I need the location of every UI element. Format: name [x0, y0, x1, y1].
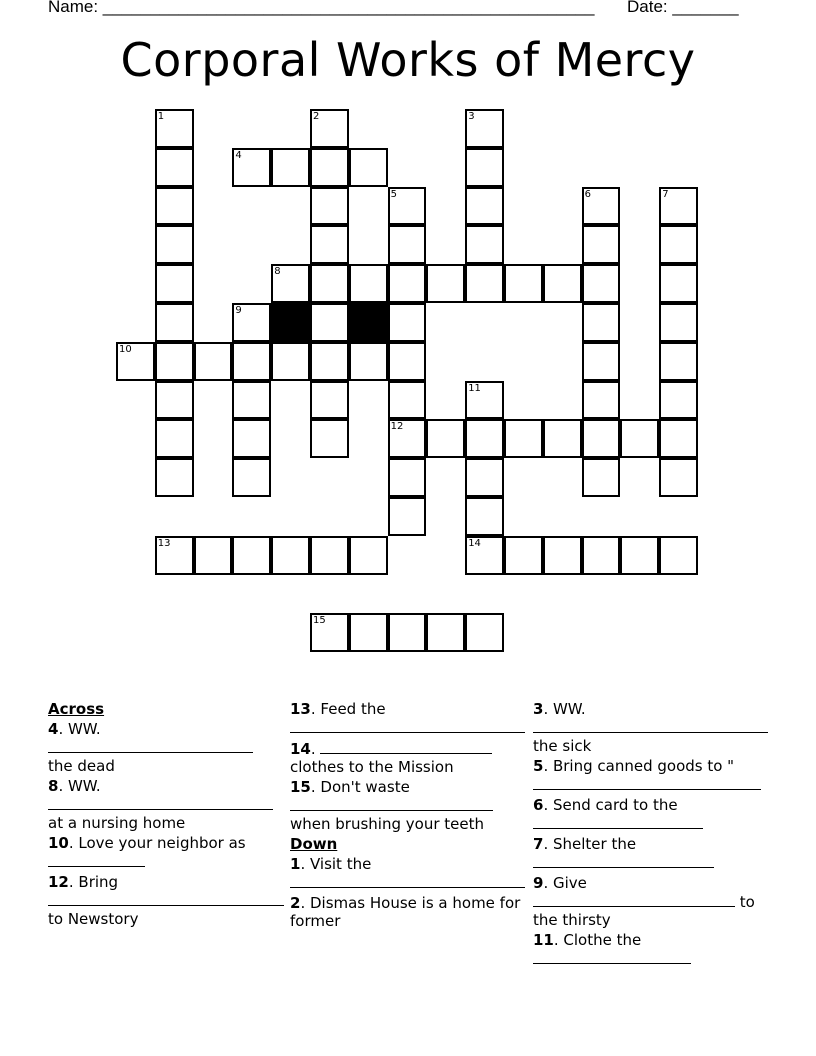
grid-cell[interactable]	[465, 381, 504, 420]
grid-cell[interactable]	[465, 458, 504, 497]
clue-down-7: 7. Shelter the	[533, 835, 773, 872]
grid-cell[interactable]	[388, 381, 427, 420]
clue-column-3	[533, 700, 773, 970]
clue-across-10: 10. Love your neighbor as	[48, 834, 283, 871]
grid-cell[interactable]	[310, 303, 349, 342]
grid-cell[interactable]	[659, 381, 698, 420]
clue-down-1: 1. Visit the	[290, 855, 528, 892]
answer-blank	[533, 775, 761, 790]
black-cell	[349, 303, 388, 342]
date-field-label: Date: _______	[627, 0, 739, 16]
grid-cell[interactable]	[232, 381, 271, 420]
grid-cell[interactable]	[465, 264, 504, 303]
clue-down-5: 5. Bring canned goods to "	[533, 757, 773, 794]
answer-blank	[533, 949, 691, 964]
across-heading: Across	[48, 700, 105, 718]
grid-cell[interactable]	[310, 419, 349, 458]
grid-cell[interactable]	[659, 264, 698, 303]
page-title: Corporal Works of Mercy	[120, 33, 696, 87]
grid-cell[interactable]	[465, 187, 504, 226]
grid-cell[interactable]	[194, 342, 233, 381]
grid-cell[interactable]	[155, 225, 194, 264]
answer-blank	[290, 873, 525, 888]
grid-cell[interactable]	[465, 613, 504, 652]
clue-across-12: 12. Bring to Newstory	[48, 873, 283, 928]
clue-across-8: 8. WW. at a nursing home	[48, 777, 283, 832]
grid-cell[interactable]	[388, 187, 427, 226]
grid-cell[interactable]	[349, 264, 388, 303]
grid-cell[interactable]	[310, 264, 349, 303]
grid-cell[interactable]	[465, 148, 504, 187]
grid-cell[interactable]	[155, 264, 194, 303]
grid-cell[interactable]	[232, 342, 271, 381]
grid-cell[interactable]	[310, 342, 349, 381]
grid-cell[interactable]	[465, 497, 504, 536]
grid-cell[interactable]	[388, 264, 427, 303]
grid-cell[interactable]	[155, 458, 194, 497]
clue-down-11: 11. Clothe the	[533, 931, 773, 968]
grid-cell[interactable]	[426, 613, 465, 652]
clue-down-3: 3. WW. the sick	[533, 700, 773, 755]
answer-blank	[533, 718, 768, 733]
grid-cell[interactable]	[116, 342, 155, 381]
clue-down-9: 9. Give to the thirsty	[533, 874, 755, 929]
answer-blank	[320, 739, 492, 754]
clue-number: 3	[468, 111, 475, 122]
grid-cell[interactable]	[310, 536, 349, 575]
grid-cell[interactable]	[310, 109, 349, 148]
clue-number: 1	[157, 111, 165, 122]
grid-cell[interactable]	[232, 303, 271, 342]
grid-cell[interactable]	[543, 264, 582, 303]
grid-cell[interactable]	[388, 303, 427, 342]
grid-cell[interactable]	[659, 419, 698, 458]
grid-cell[interactable]	[349, 613, 388, 652]
grid-cell[interactable]	[582, 536, 621, 575]
clue-column-2	[290, 700, 528, 932]
grid-cell[interactable]	[349, 148, 388, 187]
grid-cell[interactable]	[504, 419, 543, 458]
grid-cell[interactable]	[232, 536, 271, 575]
grid-cell[interactable]	[582, 264, 621, 303]
grid-cell[interactable]	[155, 109, 194, 148]
grid-cell[interactable]	[504, 536, 543, 575]
grid-cell[interactable]	[582, 187, 621, 226]
black-cell	[271, 303, 310, 342]
grid-cell[interactable]	[271, 148, 310, 187]
clue-number: 8	[274, 266, 281, 278]
grid-cell[interactable]	[659, 536, 698, 575]
grid-cell[interactable]	[271, 536, 310, 575]
answer-blank	[48, 852, 145, 867]
answer-blank	[48, 891, 284, 906]
clue-down-6: 6. Send card to the	[533, 796, 773, 833]
grid-cell[interactable]	[465, 225, 504, 264]
grid-cell[interactable]	[465, 536, 504, 575]
clue-across-15: 15. Don't waste when brushing your teeth	[290, 778, 528, 833]
grid-cell[interactable]	[232, 148, 271, 187]
clue-number: 5	[390, 188, 397, 200]
grid-cell[interactable]	[271, 264, 310, 303]
grid-cell[interactable]	[310, 225, 349, 264]
answer-blank	[290, 718, 525, 733]
grid-cell[interactable]	[388, 419, 427, 458]
grid-cell[interactable]	[388, 225, 427, 264]
grid-cell[interactable]	[388, 458, 427, 497]
grid-cell[interactable]	[194, 536, 233, 575]
grid-cell[interactable]	[659, 303, 698, 342]
grid-cell[interactable]	[388, 497, 427, 536]
grid-cell[interactable]	[155, 381, 194, 420]
grid-cell[interactable]	[310, 148, 349, 187]
clue-across-14: 14. clothes to the Mission	[290, 739, 528, 776]
grid-cell[interactable]	[659, 187, 698, 226]
clue-across-13: 13. Feed the	[290, 700, 528, 737]
grid-cell[interactable]	[582, 342, 621, 381]
name-field-label: Name: ____________________________________________________	[48, 0, 595, 16]
clue-number: 9	[235, 305, 242, 316]
grid-cell[interactable]	[271, 342, 310, 381]
grid-cell[interactable]	[543, 419, 582, 458]
clue-number: 13	[157, 537, 171, 549]
grid-cell[interactable]	[582, 458, 621, 497]
grid-cell[interactable]	[543, 536, 582, 575]
answer-blank	[533, 814, 703, 829]
clue-number: 10	[119, 343, 132, 355]
grid-cell[interactable]	[232, 419, 271, 458]
answer-blank	[48, 795, 273, 810]
grid-cell[interactable]	[659, 342, 698, 381]
grid-cell[interactable]	[426, 264, 465, 303]
grid-cell[interactable]	[310, 381, 349, 420]
clue-number: 4	[235, 149, 242, 161]
clue-down-2: 2. Dismas House is a home for former	[290, 894, 521, 930]
clue-number: 2	[313, 111, 320, 122]
clue-number: 15	[313, 615, 326, 627]
grid-cell[interactable]	[659, 225, 698, 264]
grid-cell[interactable]	[426, 419, 465, 458]
clue-number: 6	[584, 188, 591, 200]
clue-across-4: 4. WW. the dead	[48, 720, 283, 775]
grid-cell[interactable]	[620, 419, 659, 458]
clue-number: 11	[468, 382, 481, 394]
down-heading: Down	[290, 835, 338, 853]
grid-cell[interactable]	[582, 381, 621, 420]
answer-blank	[533, 853, 714, 868]
grid-cell[interactable]	[504, 264, 543, 303]
grid-cell[interactable]	[388, 342, 427, 381]
grid-cell[interactable]	[349, 342, 388, 381]
grid-cell[interactable]	[310, 613, 349, 652]
clue-number: 14	[468, 537, 481, 549]
grid-cell[interactable]	[582, 419, 621, 458]
answer-blank	[48, 738, 253, 753]
grid-cell[interactable]	[582, 225, 621, 264]
grid-cell[interactable]	[155, 536, 194, 575]
grid-cell[interactable]	[232, 458, 271, 497]
answer-blank	[290, 796, 493, 811]
clue-number: 7	[662, 188, 669, 200]
grid-cell[interactable]	[155, 303, 194, 342]
clue-number: 12	[390, 421, 404, 433]
grid-cell[interactable]	[155, 342, 194, 381]
clue-column-1	[48, 700, 283, 930]
grid-cell[interactable]	[582, 303, 621, 342]
grid-cell[interactable]	[388, 613, 427, 652]
grid-cell[interactable]	[155, 148, 194, 187]
grid-cell[interactable]	[349, 536, 388, 575]
grid-cell[interactable]	[155, 187, 194, 226]
grid-cell[interactable]	[310, 187, 349, 226]
grid-cell[interactable]	[659, 458, 698, 497]
grid-cell[interactable]	[620, 536, 659, 575]
grid-cell[interactable]	[465, 109, 504, 148]
grid-cell[interactable]	[465, 419, 504, 458]
answer-blank	[533, 892, 735, 907]
grid-cell[interactable]	[155, 419, 194, 458]
